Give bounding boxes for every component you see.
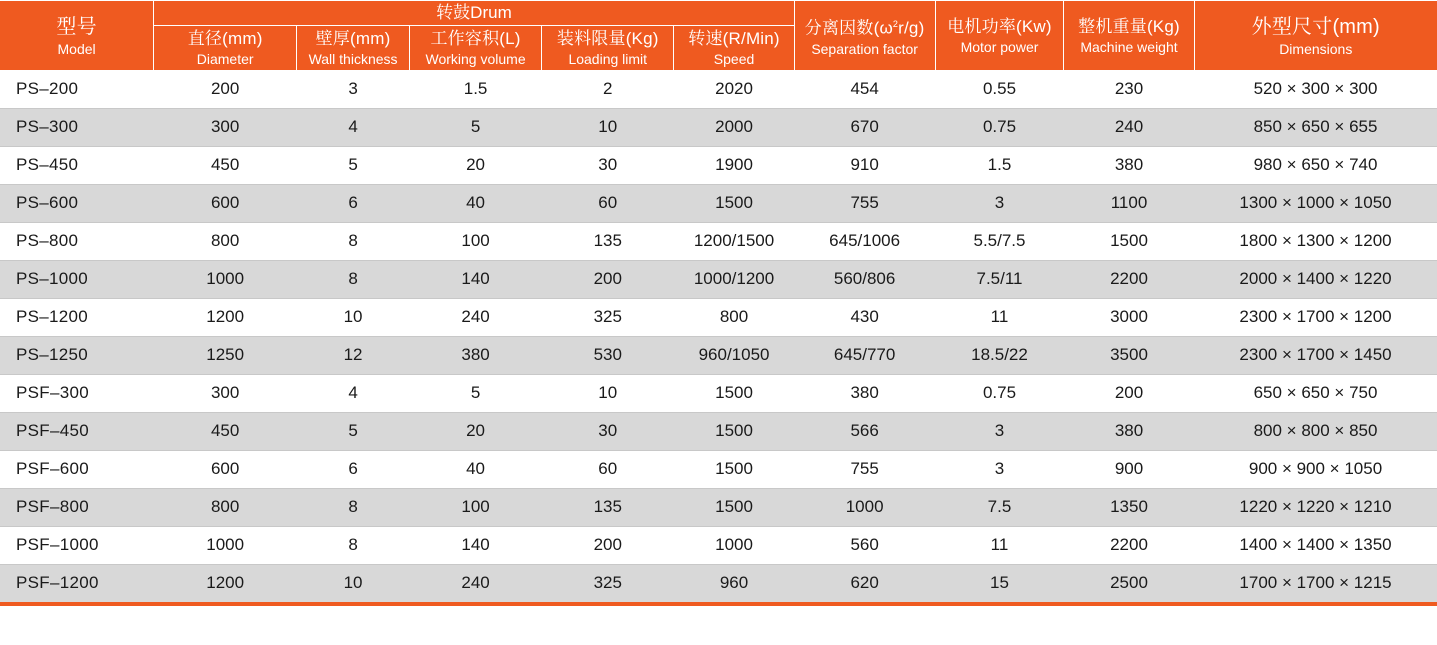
table-cell: 600: [154, 185, 297, 222]
table-cell: 650 × 650 × 750: [1194, 375, 1437, 412]
table-cell: 6: [297, 451, 410, 488]
table-cell: 5.5/7.5: [935, 223, 1064, 260]
header-working-volume: 工作容积(L) Working volume: [409, 26, 541, 71]
table-cell: 1200: [154, 565, 297, 602]
table-row: [0, 71, 1437, 108]
table-cell: 1200/1500: [674, 223, 794, 260]
table-cell: 380: [1064, 147, 1194, 184]
table-cell: 800 × 800 × 850: [1194, 413, 1437, 450]
cell-model: PS–600: [0, 185, 154, 222]
table-cell: 5: [297, 147, 410, 184]
cell-model: PS–1250: [0, 337, 154, 374]
table-cell: 4: [297, 375, 410, 412]
table-cell: 1900: [674, 147, 794, 184]
header-drum-group: 转鼓Drum: [154, 1, 795, 26]
table-row: [0, 337, 1437, 374]
table-cell: 8: [297, 527, 410, 564]
table-cell: 5: [409, 109, 541, 146]
table-cell: 3: [935, 451, 1064, 488]
header-diameter: 直径(mm) Diameter: [154, 26, 297, 71]
table-cell: 240: [409, 565, 541, 602]
table-row: [0, 375, 1437, 412]
table-cell: 140: [409, 261, 541, 298]
table-cell: 3: [935, 185, 1064, 222]
table-cell: 7.5: [935, 489, 1064, 526]
table-cell: 2020: [674, 71, 794, 108]
table-row: [0, 413, 1437, 450]
table-cell: 4: [297, 109, 410, 146]
table-cell: 0.75: [935, 109, 1064, 146]
header-row-group: [0, 1, 1437, 26]
table-cell: 8: [297, 223, 410, 260]
cell-model: PS–300: [0, 109, 154, 146]
table-cell: 10: [297, 299, 410, 336]
table-cell: 1000: [154, 261, 297, 298]
table-cell: 620: [794, 565, 935, 602]
table-row: [0, 299, 1437, 336]
table-cell: 1220 × 1220 × 1210: [1194, 489, 1437, 526]
table-row: [0, 565, 1437, 602]
header-loading-limit: 装料限量(Kg) Loading limit: [542, 26, 674, 71]
table-cell: 850 × 650 × 655: [1194, 109, 1437, 146]
table-cell: 135: [542, 223, 674, 260]
table-cell: 900 × 900 × 1050: [1194, 451, 1437, 488]
cell-model: PSF–800: [0, 489, 154, 526]
cell-model: PSF–1200: [0, 565, 154, 602]
table-cell: 40: [409, 451, 541, 488]
table-cell: 8: [297, 261, 410, 298]
table-row: [0, 147, 1437, 184]
cell-model: PS–1200: [0, 299, 154, 336]
table-cell: 300: [154, 375, 297, 412]
table-cell: 800: [674, 299, 794, 336]
table-cell: 980 × 650 × 740: [1194, 147, 1437, 184]
table-cell: 1500: [1064, 223, 1194, 260]
header-speed: 转速(R/Min) Speed: [674, 26, 794, 71]
table-cell: 645/770: [794, 337, 935, 374]
table-cell: 100: [409, 223, 541, 260]
table-cell: 1500: [674, 375, 794, 412]
table-cell: 450: [154, 413, 297, 450]
table-cell: 1.5: [409, 71, 541, 108]
table-row: [0, 109, 1437, 146]
table-cell: 11: [935, 299, 1064, 336]
table-cell: 2200: [1064, 527, 1194, 564]
table-cell: 30: [542, 147, 674, 184]
table-cell: 200: [154, 71, 297, 108]
table-cell: 1000: [794, 489, 935, 526]
table-cell: 1350: [1064, 489, 1194, 526]
table-cell: 3000: [1064, 299, 1194, 336]
table-cell: 1500: [674, 489, 794, 526]
table-cell: 520 × 300 × 300: [1194, 71, 1437, 108]
table-cell: 18.5/22: [935, 337, 1064, 374]
table-cell: 2500: [1064, 565, 1194, 602]
table-cell: 560: [794, 527, 935, 564]
table-cell: 1000: [154, 527, 297, 564]
table-row: [0, 223, 1437, 260]
table-cell: 3: [297, 71, 410, 108]
table-cell: 140: [409, 527, 541, 564]
table-cell: 1200: [154, 299, 297, 336]
cell-model: PS–200: [0, 71, 154, 108]
cell-model: PSF–1000: [0, 527, 154, 564]
bottom-accent-bar: [0, 602, 1437, 606]
header-model: 型号 Model: [0, 1, 154, 71]
table-cell: 10: [297, 565, 410, 602]
header-wall-thickness: 壁厚(mm) Wall thickness: [297, 26, 410, 71]
table-cell: 645/1006: [794, 223, 935, 260]
table-cell: 240: [1064, 109, 1194, 146]
table-cell: 60: [542, 451, 674, 488]
table-cell: 1.5: [935, 147, 1064, 184]
table-cell: 200: [542, 261, 674, 298]
table-cell: 800: [154, 223, 297, 260]
table-cell: 40: [409, 185, 541, 222]
table-row: [0, 185, 1437, 222]
cell-model: PS–800: [0, 223, 154, 260]
table-cell: 10: [542, 375, 674, 412]
table-cell: 135: [542, 489, 674, 526]
table-cell: 560/806: [794, 261, 935, 298]
table-cell: 430: [794, 299, 935, 336]
table-cell: 380: [1064, 413, 1194, 450]
table-cell: 100: [409, 489, 541, 526]
table-cell: 5: [409, 375, 541, 412]
table-cell: 200: [542, 527, 674, 564]
header-separation-factor: 分离因数$(\omega^2r/g)$ Separation factor: [794, 1, 935, 71]
table-cell: 300: [154, 109, 297, 146]
table-cell: 2300 × 1700 × 1450: [1194, 337, 1437, 374]
table-cell: 380: [794, 375, 935, 412]
table-cell: 2000 × 1400 × 1220: [1194, 261, 1437, 298]
table-cell: 15: [935, 565, 1064, 602]
table-cell: 1250: [154, 337, 297, 374]
table-cell: 1100: [1064, 185, 1194, 222]
table-cell: 7.5/11: [935, 261, 1064, 298]
table-row: [0, 489, 1437, 526]
table-cell: 1300 × 1000 × 1050: [1194, 185, 1437, 222]
table-cell: 1000: [674, 527, 794, 564]
table-cell: 8: [297, 489, 410, 526]
cell-model: PS–1000: [0, 261, 154, 298]
table-cell: 60: [542, 185, 674, 222]
table-cell: 1700 × 1700 × 1215: [1194, 565, 1437, 602]
header-motor-power: 电机功率(Kw) Motor power: [935, 1, 1064, 71]
table-cell: 2: [542, 71, 674, 108]
table-cell: 1500: [674, 185, 794, 222]
table-cell: 900: [1064, 451, 1194, 488]
table-cell: 0.55: [935, 71, 1064, 108]
table-cell: 530: [542, 337, 674, 374]
table-cell: 450: [154, 147, 297, 184]
table-body: [0, 71, 1437, 602]
table-cell: 240: [409, 299, 541, 336]
table-header: [0, 1, 1437, 71]
table-cell: 600: [154, 451, 297, 488]
table-cell: 755: [794, 451, 935, 488]
cell-model: PSF–600: [0, 451, 154, 488]
table-cell: 11: [935, 527, 1064, 564]
table-cell: 10: [542, 109, 674, 146]
table-cell: 454: [794, 71, 935, 108]
table-cell: 200: [1064, 375, 1194, 412]
table-cell: 3500: [1064, 337, 1194, 374]
table-cell: 30: [542, 413, 674, 450]
table-cell: 325: [542, 565, 674, 602]
table-cell: 230: [1064, 71, 1194, 108]
table-cell: 566: [794, 413, 935, 450]
table-row: [0, 451, 1437, 488]
table-cell: 1400 × 1400 × 1350: [1194, 527, 1437, 564]
cell-model: PSF–300: [0, 375, 154, 412]
table-row: [0, 261, 1437, 298]
table-cell: 755: [794, 185, 935, 222]
table-cell: 1000/1200: [674, 261, 794, 298]
table-cell: 380: [409, 337, 541, 374]
table-cell: 2200: [1064, 261, 1194, 298]
header-machine-weight: 整机重量(Kg) Machine weight: [1064, 1, 1194, 71]
header-dimensions: 外型尺寸(mm) Dimensions: [1194, 1, 1437, 71]
table-cell: 960/1050: [674, 337, 794, 374]
table-cell: 910: [794, 147, 935, 184]
table-cell: 5: [297, 413, 410, 450]
cell-model: PS–450: [0, 147, 154, 184]
cell-model: PSF–450: [0, 413, 154, 450]
table-cell: 2000: [674, 109, 794, 146]
table-cell: 670: [794, 109, 935, 146]
table-cell: 3: [935, 413, 1064, 450]
table-cell: 325: [542, 299, 674, 336]
table-cell: 6: [297, 185, 410, 222]
table-cell: 960: [674, 565, 794, 602]
table-cell: 1800 × 1300 × 1200: [1194, 223, 1437, 260]
table-cell: 1500: [674, 451, 794, 488]
table-row: [0, 527, 1437, 564]
table-cell: 2300 × 1700 × 1200: [1194, 299, 1437, 336]
table-cell: 1500: [674, 413, 794, 450]
table-cell: 800: [154, 489, 297, 526]
table-cell: 20: [409, 147, 541, 184]
table-cell: 12: [297, 337, 410, 374]
table-cell: 0.75: [935, 375, 1064, 412]
table-cell: 20: [409, 413, 541, 450]
